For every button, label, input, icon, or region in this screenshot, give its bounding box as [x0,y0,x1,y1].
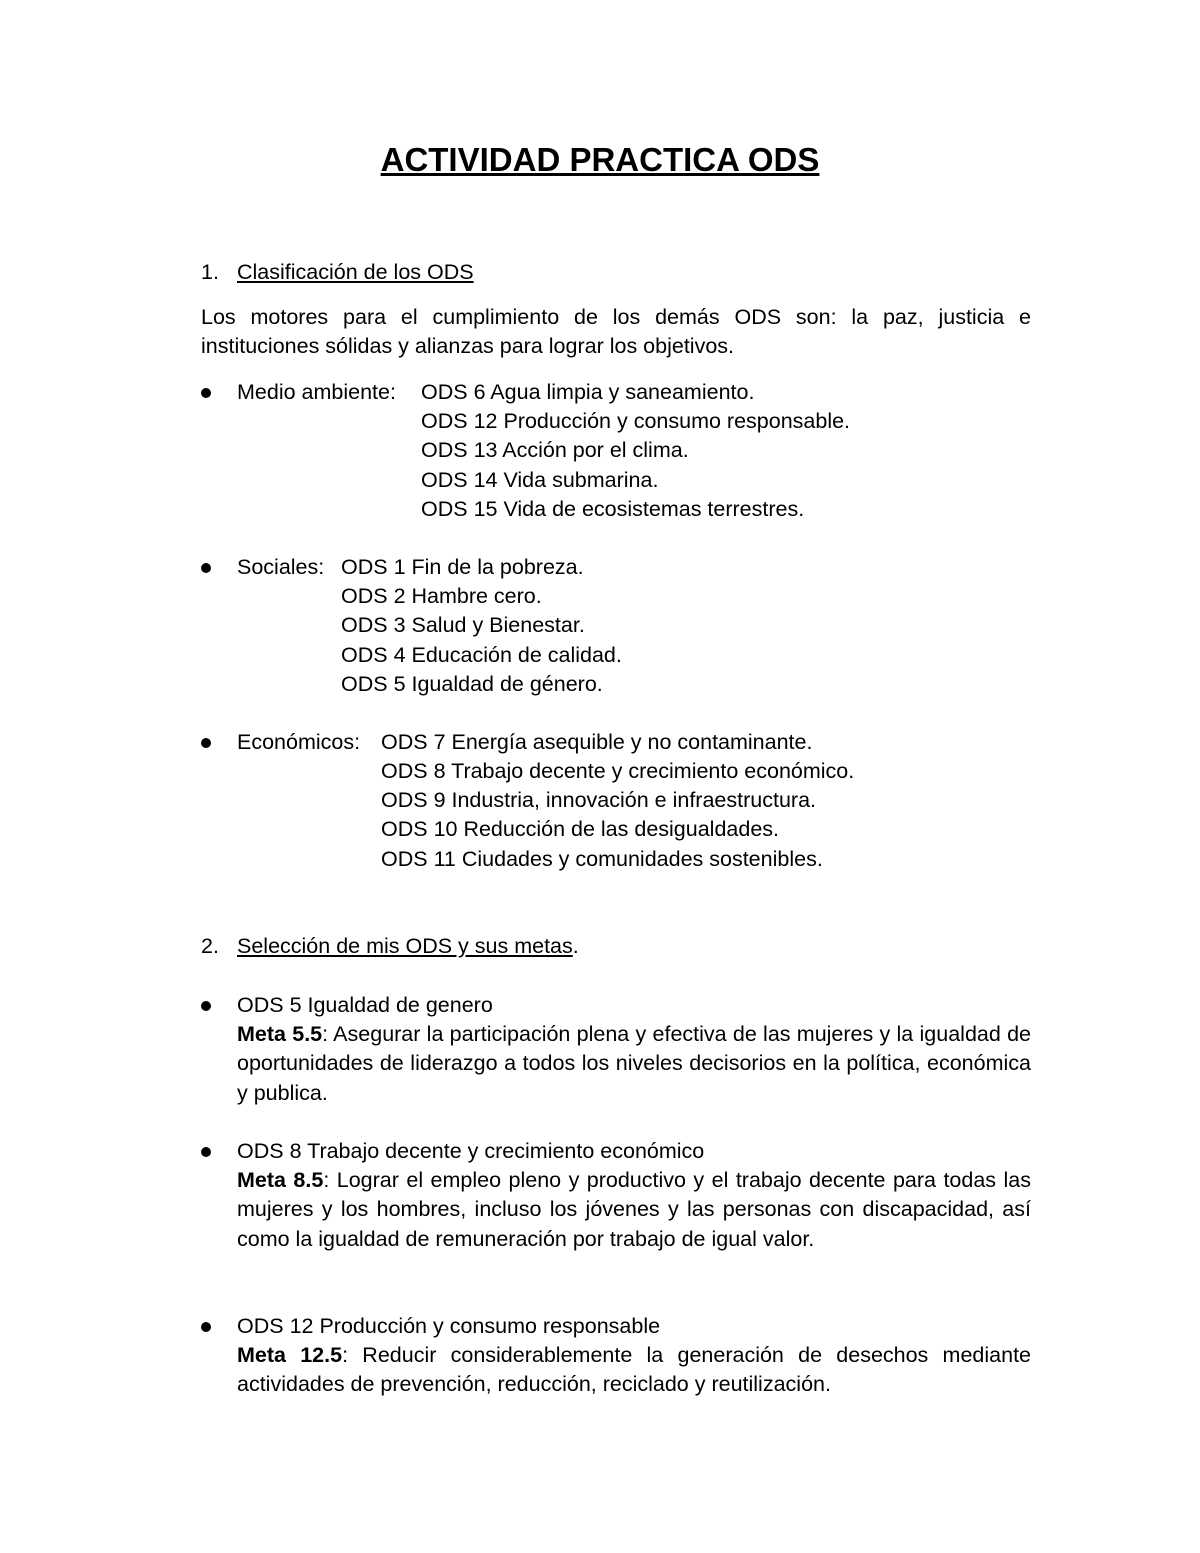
group-item: ODS 10 Reducción de las desigualdades. [381,817,780,841]
bullet-icon [201,1322,211,1332]
group-item: ODS 13 Acción por el clima. [421,438,689,462]
group-item: ODS 5 Igualdad de género. [341,672,603,696]
meta-text: : Lograr el empleo pleno y productivo y el trabajo decente para todas las mujeres y los hombres, incluso los jóvenes y las personas con discapacidad, así como la igualdad de remuneración por trabajo de igual valor. [237,1168,1031,1251]
meta-label: Meta 5.5 [237,1022,323,1046]
section1-intro: Los motores para el cumplimiento de los demás ODS son: la paz, justicia e instituciones sólidas y alianzas para lograr los objetivos. [201,305,1031,359]
group-label-sociales: Sociales: [237,555,325,579]
ods-entry-title: ODS 5 Igualdad de genero [237,993,493,1017]
group-item: ODS 1 Fin de la pobreza. [341,555,584,579]
group-item: ODS 15 Vida de ecosistemas terrestres. [421,497,805,521]
section2-heading-suffix: . [572,934,579,958]
bullet-icon [201,738,211,748]
group-item: ODS 14 Vida submarina. [421,468,659,492]
group-item: ODS 11 Ciudades y comunidades sostenibles. [381,847,823,871]
section1-number: 1. [201,260,219,284]
group-item: ODS 4 Educación de calidad. [341,643,622,667]
ods-entry-title: ODS 8 Trabajo decente y crecimiento económico [237,1139,705,1163]
meta-text: : Reducir considerablemente la generación de desechos mediante actividades de prevención, reducción, reciclado y reutilización. [237,1343,1031,1397]
meta-text: : Asegurar la participación plena y efectiva de las mujeres y la igualdad de oportunidades de liderazgo a todos los niveles decisorios en la política, económica y publica. [237,1022,1031,1105]
section2-heading-line [237,932,579,961]
group-item: ODS 8 Trabajo decente y crecimiento económico. [381,759,855,783]
section1-heading: Clasificación de los ODS [237,260,474,284]
group-label-medio-ambiente: Medio ambiente: [237,380,396,404]
bullet-icon [201,1147,211,1157]
bullet-icon [201,1001,211,1011]
section2-number: 2. [201,934,219,958]
group-item: ODS 6 Agua limpia y saneamiento. [421,380,755,404]
group-item: ODS 2 Hambre cero. [341,584,542,608]
meta-paragraph [237,1166,1031,1254]
bullet-icon [201,563,211,573]
group-item: ODS 3 Salud y Bienestar. [341,613,585,637]
section2-heading: Selección de mis ODS y sus metas [237,934,573,958]
meta-label: Meta 8.5 [237,1168,324,1192]
meta-label: Meta 12.5 [237,1343,343,1367]
bullet-icon [201,388,211,398]
document-title: ACTIVIDAD PRACTICA ODS [380,141,820,178]
ods-entry-title: ODS 12 Producción y consumo responsable [237,1314,661,1338]
group-item: ODS 9 Industria, innovación e infraestructura. [381,788,816,812]
group-label-economicos: Económicos: [237,730,361,754]
meta-paragraph [237,1020,1031,1108]
meta-paragraph [237,1341,1031,1400]
group-item: ODS 7 Energía asequible y no contaminante. [381,730,813,754]
group-item: ODS 12 Producción y consumo responsable. [421,409,851,433]
